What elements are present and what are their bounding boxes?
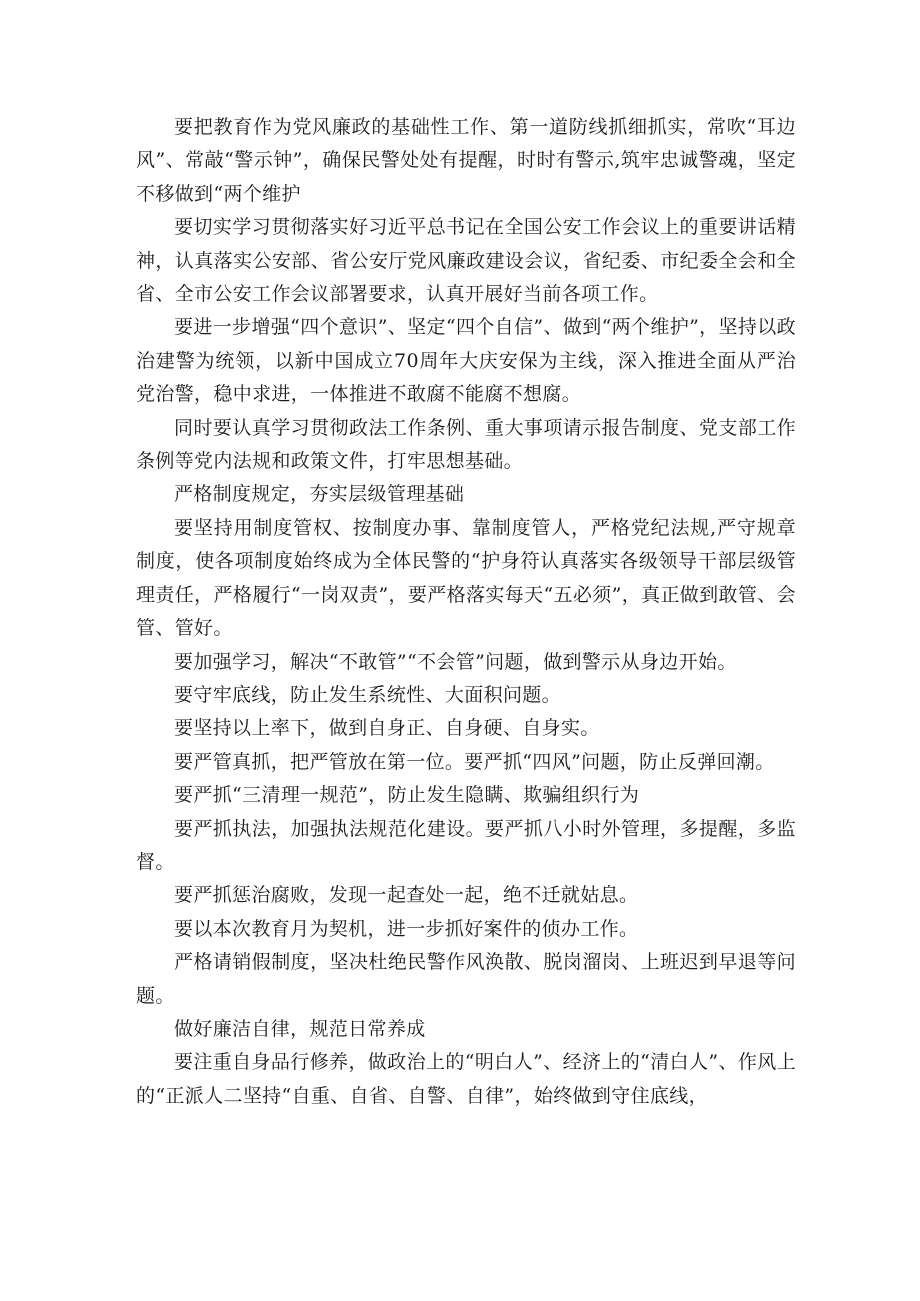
paragraph-4: 同时要认真学习贯彻政法工作条例、重大事项请示报告制度、党支部工作条例等党内法规和政策文件，打牢思想基础。: [136, 416, 796, 473]
document-body: [136, 111, 796, 1113]
paragraph-10: 要严抓“三清理一规范”，防止发生隐瞒、欺骗组织行为: [174, 784, 640, 807]
paragraph-1: 要把教育作为党风廉政的基础性工作、第一道防线抓细抓实，常吹“耳边风”、常敲“警示钟”，确保民警处处有提醒，时时有警示,筑牢忠诚警魂，坚定不移做到“两个维护: [136, 116, 796, 205]
paragraph-9: 要严管真抓，把严管放在第一位。要严抓“四风”问题，防止反弹回潮。: [174, 750, 775, 773]
paragraph-2: 要切实学习贯彻落实好习近平总书记在全国公安工作会议上的重要讲话精神，认真落实公安部、省公安厅党风廉政建设会议，省纪委、市纪委全会和全省、全市公安工作会议部署要求，认真开展好当前各项工作。: [136, 216, 796, 306]
paragraph-7: 要守牢底线，防止发生系统性、大面积问题。: [174, 683, 562, 706]
paragraph-13: 要以本次教育月为契机，进一步抓好案件的侦办工作。: [174, 917, 639, 940]
paragraph-15: 要注重自身品行修养，做政治上的“明白人”、经济上的“清白人”、作风上的“正派人二坚持“自重、自省、自警、自律”，始终做到守住底线，: [136, 1051, 796, 1107]
paragraph-6: 要加强学习，解决“不敢管”“不会管”问题，做到警示从身边开始。: [174, 650, 737, 673]
paragraph-8: 要坚持以上率下，做到自身正、自身硬、自身实。: [174, 717, 600, 740]
paragraph-5: 要坚持用制度管权、按制度办事、靠制度管人，严格党纪法规,严守规章制度，使各项制度始终成为全体民警的“护身符认真落实各级领导干部层级管理责任，严格履行“一岗双责”，要严格落实每天“五必须”，真正做到敢管、会管、管好。: [136, 516, 796, 640]
section-heading-1: 严格制度规定，夯实层级管理基础: [174, 483, 465, 506]
paragraph-11: 要严抓执法，加强执法规范化建设。要严抓八小时外管理，多提醒，多监督。: [136, 817, 796, 873]
paragraph-12: 要严抓惩治腐败，发现一起查处一起，绝不迁就姑息。: [174, 884, 639, 907]
paragraph-14: 严格请销假制度，坚决杜绝民警作风涣散、脱岗溜岗、上班迟到早退等问题。: [136, 951, 796, 1007]
paragraph-3: 要进一步增强“四个意识”、坚定“四个自信”、做到“两个维护”，坚持以政治建警为统领，以新中国成立70周年大庆安保为主线，深入推进全面从严治党治警，稳中求进，一体推进不敢腐不能腐不想腐。: [136, 316, 796, 406]
section-heading-2: 做好廉洁自律，规范日常养成: [174, 1017, 426, 1040]
